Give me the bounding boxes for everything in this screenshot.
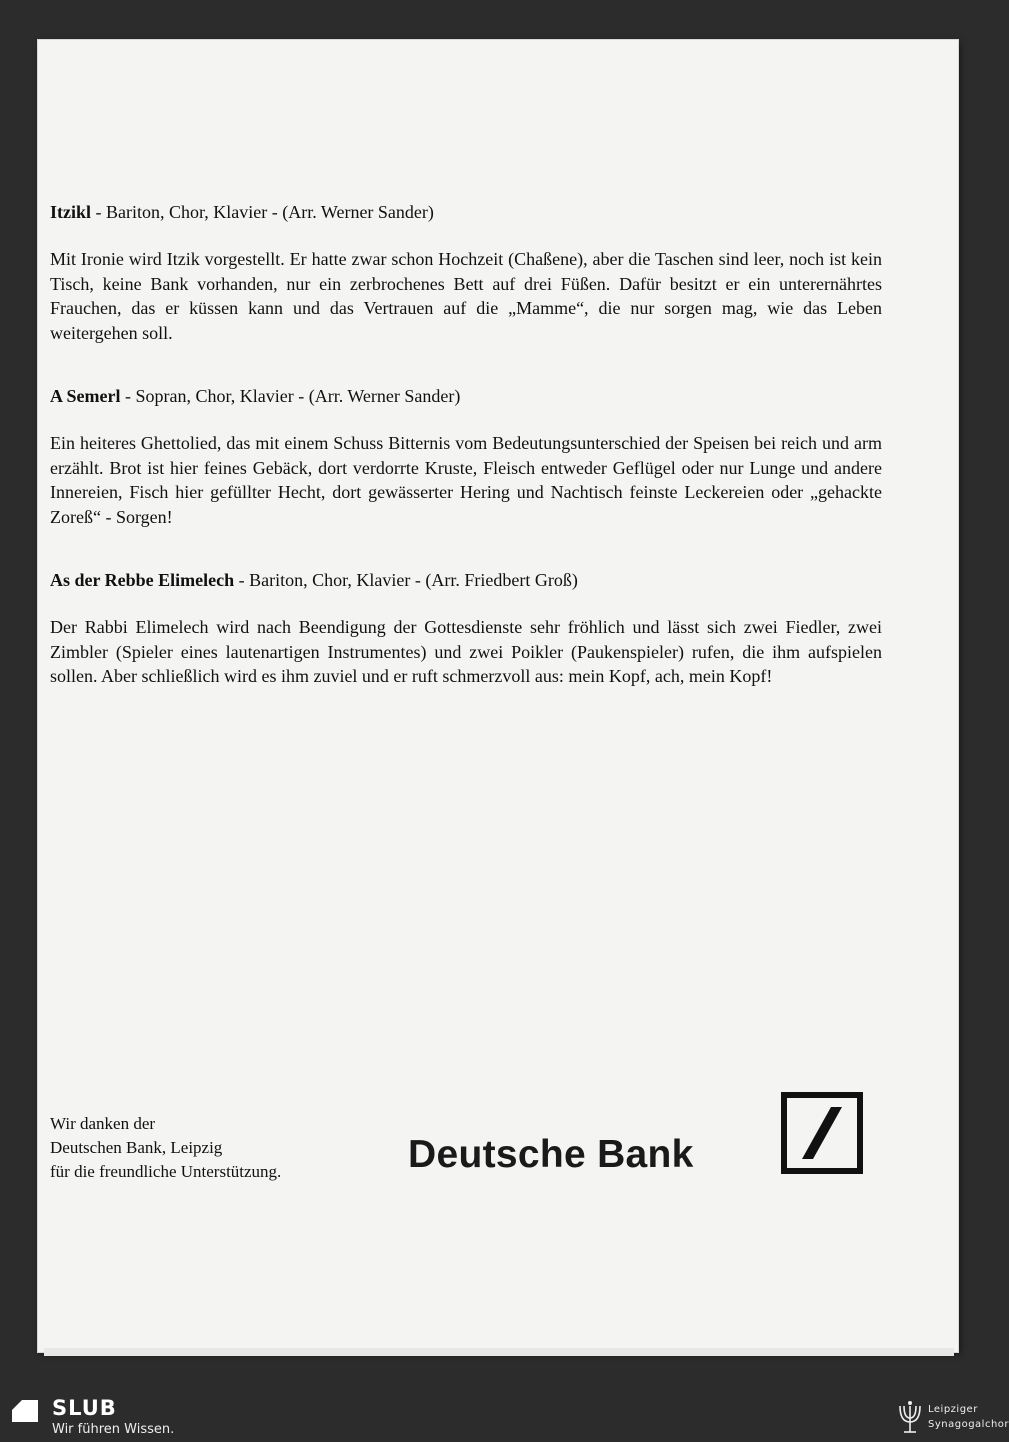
- program-notes: [50, 200, 882, 728]
- acknowledgement-line: für die freundliche Unterstützung.: [50, 1162, 282, 1181]
- library-tagline: Wir führen Wissen.: [52, 1422, 175, 1437]
- choir-name: [928, 1402, 1009, 1432]
- song-credits: - Bariton, Chor, Klavier - (Arr. Friedbert Groß): [234, 570, 578, 590]
- acknowledgement: [50, 1112, 281, 1184]
- song-title: Itzikl: [50, 202, 92, 222]
- song-description: Ein heiteres Ghettolied, das mit einem Schuss Bitternis vom Bedeutungsunterschied der Speisen bei reich und arm erzählt. Brot ist hier feines Gebäck, dort verdorrte Kruste, Fleisch entweder Geflügel oder nur Lunge und andere Innereien, Fisch hier gefüllter Hecht, dort gewässerter Hering und Nachtisch feinste Leckereien oder „gehackte Zoreß“ - Sorgen!: [50, 433, 882, 527]
- sponsor-wordmark: Deutsche Bank: [408, 1133, 694, 1176]
- choir-name-line: Synagogalchor: [928, 1419, 1009, 1430]
- section-heading: [50, 200, 882, 224]
- song-credits: - Sopran, Chor, Klavier - (Arr. Werner Sander): [120, 386, 461, 406]
- song-credits: - Bariton, Chor, Klavier - (Arr. Werner Sander): [91, 202, 434, 222]
- section-heading: [50, 568, 882, 592]
- footer-bar: [0, 1392, 1009, 1442]
- song-title: A Semerl: [50, 386, 121, 406]
- acknowledgement-line: Deutschen Bank, Leipzig: [50, 1138, 223, 1157]
- menorah-icon: [896, 1398, 924, 1436]
- deutsche-bank-logo-icon: [781, 1092, 863, 1174]
- song-title: As der Rebbe Elimelech: [50, 570, 235, 590]
- library-name: SLUB: [52, 1396, 117, 1420]
- acknowledgement-line: Wir danken der: [50, 1114, 156, 1133]
- choir-name-line: Leipziger: [928, 1404, 978, 1415]
- song-description: Der Rabbi Elimelech wird nach Beendigung der Gottesdienste sehr fröhlich und lässt sich zwei Fiedler, zwei Zimbler (Spieler eines lautenartigen Instrumentes) und zwei Poikler (Paukenspieler) rufen, die ihm aufspielen sollen. Aber schließlich wird es ihm zuviel und er ruft schmerzvoll aus: mein Kopf, ach, mein Kopf!: [50, 617, 882, 686]
- song-description: Mit Ironie wird Itzik vorgestellt. Er hatte zwar schon Hochzeit (Chaßene), aber die Taschen sind leer, noch ist kein Tisch, keine Bank vorhanden, nur ein zerbrochenes Bett auf drei Füßen. Dafür besitzt er ein unterernährtes Frauchen, das er küssen kann und das Vertrauen auf die „Mamme“, die nur sorgen mag, wie das Leben weitergehen soll.: [50, 249, 882, 343]
- slub-logo-icon: [12, 1398, 38, 1424]
- section-heading: [50, 384, 882, 408]
- page-edge: [44, 1348, 954, 1356]
